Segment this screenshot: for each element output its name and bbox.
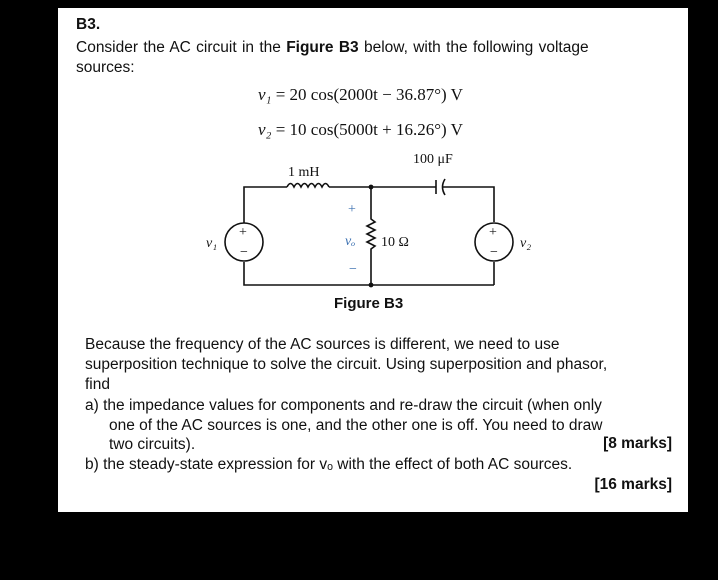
part-b-line-1: b) the steady-state expression for vₒ with the effect of both AC sources. <box>85 456 573 473</box>
vo-label: vₒ <box>345 234 356 249</box>
intro-line-2: sources: <box>76 59 135 76</box>
source-1-label: v₁ <box>206 236 218 251</box>
equation-v1-lhs: v₁ <box>258 85 272 104</box>
body-line-2: superposition technique to solve the circuit. Using superposition and phasor, <box>85 356 608 373</box>
inductor-label: 1 mH <box>288 165 320 180</box>
body-line-1: Because the frequency of the AC sources is different, we need to use <box>85 336 560 353</box>
part-a-line-3: two circuits). <box>109 436 196 453</box>
wire-top-left <box>244 187 287 223</box>
source-2-plus: + <box>489 225 497 240</box>
intro-text-2: below, with the following voltage <box>358 39 589 56</box>
equation-v2-rhs: = 10 cos(5000t + 16.26°) V <box>271 120 463 139</box>
resistor-label: 10 Ω <box>381 235 409 250</box>
junction-bottom <box>369 283 374 288</box>
source-2-minus: − <box>490 245 498 260</box>
wire-bottom <box>244 262 494 285</box>
part-a-line-2: one of the AC sources is one, and the other one is off. You need to draw <box>109 417 603 434</box>
part-b-marks: [16 marks] <box>594 476 672 493</box>
inductor-symbol <box>287 184 329 188</box>
source-1-plus: + <box>239 225 247 240</box>
capacitor-label: 100 μF <box>413 152 453 167</box>
equation-v1-rhs: = 20 cos(2000t − 36.87°) V <box>271 85 463 104</box>
source-1-minus: − <box>240 245 248 260</box>
part-a-marks: [8 marks] <box>603 435 672 452</box>
vo-minus: − <box>349 262 357 277</box>
junction-top <box>369 185 374 190</box>
intro-figure-ref: Figure B3 <box>286 39 359 56</box>
source-2-label: v₂ <box>520 236 532 251</box>
wire-top-right <box>443 187 494 222</box>
resistor-symbol <box>367 187 375 285</box>
question-number: B3. <box>76 16 101 33</box>
part-a-line-1: a) the impedance values for components and re-draw the circuit (when only <box>85 397 602 414</box>
body-line-3: find <box>85 376 110 393</box>
intro-text-1: Consider the AC circuit in the <box>76 39 287 56</box>
vo-plus: + <box>348 202 356 217</box>
figure-caption: Figure B3 <box>334 295 404 312</box>
equation-v2-lhs: v₂ <box>258 120 272 139</box>
